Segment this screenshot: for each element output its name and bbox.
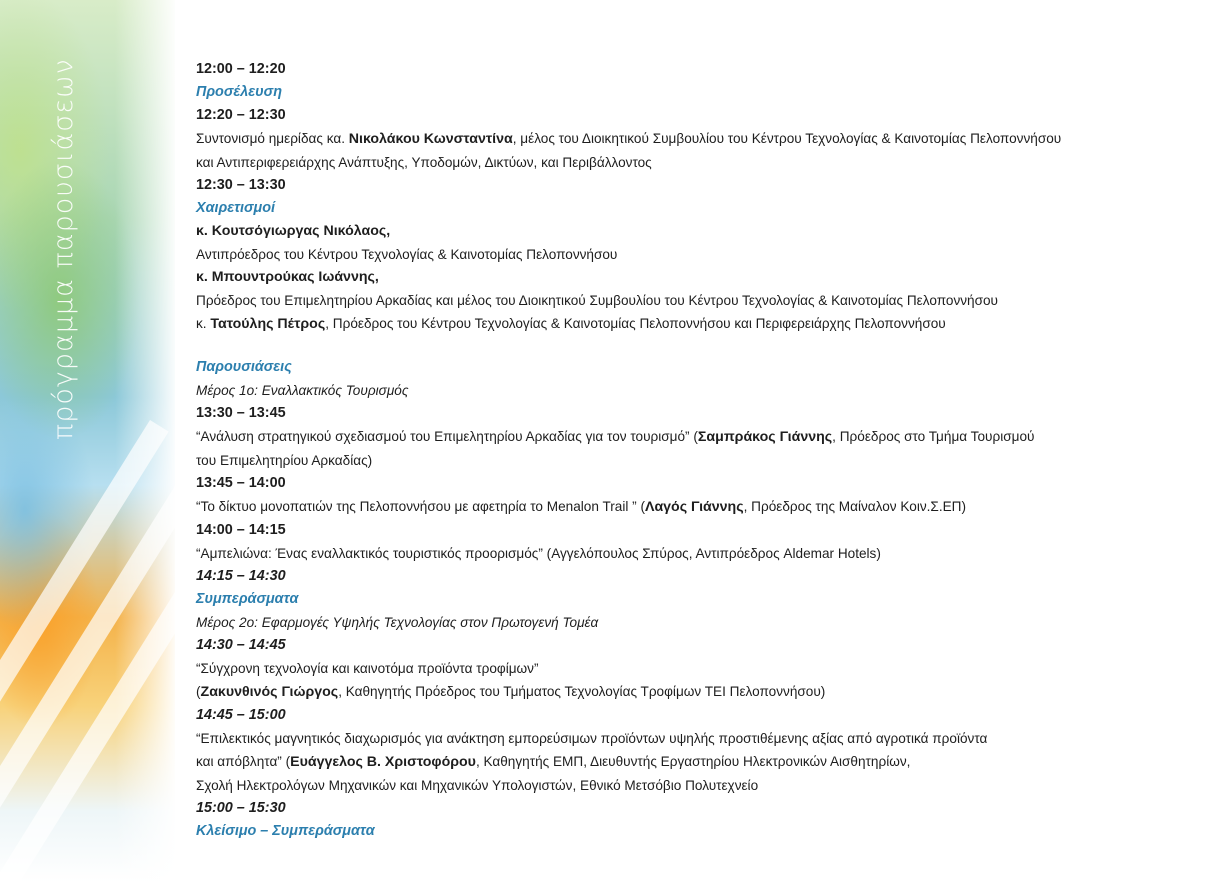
- program-text: “Ανάλυση στρατηγικού σχεδιασμού του Επιμελητηρίου Αρκαδίας για τον τουρισμό” (Σαμπράκος Γιάννης, Πρόεδρος στο Τμήμα Τουρισμού: [196, 429, 1035, 445]
- part-title: Μέρος 1ο: Εναλλακτικός Τουρισμός: [196, 383, 409, 398]
- section-heading: Χαιρετισμοί: [196, 200, 276, 216]
- speaker-name: Νικολάκου Κωνσταντίνα: [348, 131, 513, 147]
- time-slot: 14:00 – 14:15: [196, 522, 286, 538]
- program-text: του Επιμελητηρίου Αρκαδίας): [196, 453, 373, 468]
- program-text: “Αμπελιώνα: Ένας εναλλακτικός τουριστικός προορισμός” (Αγγελόπουλος Σπύρος, Αντιπρόεδρος Aldemar Hotels): [196, 546, 881, 561]
- part-title: Μέρος 2ο: Εφαρμογές Υψηλής Τεχνολογίας στον Πρωτογενή Τομέα: [196, 615, 599, 630]
- program-text: Συντονισμό ημερίδας κα. Νικολάκου Κωνσταντίνα, μέλος του Διοικητικού Συμβουλίου του Κέντρου Τεχνολογίας & Καινοτομίας Πελοποννήσου: [196, 131, 1062, 147]
- speaker-name: Ζακυνθινός Γιώργος: [200, 684, 339, 700]
- program-text: Σχολή Ηλεκτρολόγων Μηχανικών και Μηχανικών Υπολογιστών, Εθνικό Μετσόβιο Πολυτεχνείο: [196, 778, 759, 793]
- decorative-sidebar: [0, 0, 175, 882]
- time-slot: 13:45 – 14:00: [196, 475, 286, 491]
- speaker-name: κ. Κουτσόγιωργας Νικόλαος,: [196, 223, 391, 239]
- time-slot: 12:00 – 12:20: [196, 61, 286, 77]
- time-slot: 14:15 – 14:30: [196, 568, 286, 584]
- speaker-name: Λαγός Γιάννης: [644, 499, 744, 515]
- section-heading: Προσέλευση: [196, 84, 283, 100]
- program-text: κ. Τατούλης Πέτρος, Πρόεδρος του Κέντρου Τεχνολογίας & Καινοτομίας Πελοποννήσου και Περιφερειάρχης Πελοποννήσου: [196, 316, 946, 332]
- speaker-role: Αντιπρόεδρος του Κέντρου Τεχνολογίας & Καινοτομίας Πελοποννήσου: [196, 247, 618, 262]
- section-heading: Παρουσιάσεις: [196, 359, 292, 375]
- section-heading: Κλείσιμο – Συμπεράσματα: [196, 823, 375, 839]
- program-text: και Αντιπεριφερειάρχης Ανάπτυξης, Υποδομών, Δικτύων, και Περιβάλλοντος: [196, 155, 652, 170]
- speaker-name: κ. Μπουντρούκας Ιωάννης,: [196, 269, 379, 285]
- time-slot: 14:30 – 14:45: [196, 637, 286, 653]
- program-text: (Ζακυνθινός Γιώργος, Καθηγητής Πρόεδρος του Τμήματος Τεχνολογίας Τροφίμων ΤΕΙ Πελοποννήσου): [196, 684, 826, 700]
- sidebar-fade: [115, 0, 175, 882]
- speaker-name: Ευάγγελος Β. Χριστοφόρου: [290, 754, 476, 770]
- program-content: [196, 58, 1206, 843]
- program-text: “Σύγχρονη τεχνολογία και καινοτόμα προϊόντα τροφίμων”: [196, 661, 539, 676]
- time-slot: 12:20 – 12:30: [196, 107, 286, 123]
- program-text: “Επιλεκτικός μαγνητικός διαχωρισμός για ανάκτηση εμπορεύσιμων προϊόντων υψηλής προστιθέμενης αξίας από αγροτικά προϊόντα: [196, 731, 988, 746]
- vertical-title: πρόγραμμα παρουσιάσεων: [48, 58, 79, 440]
- time-slot: 15:00 – 15:30: [196, 800, 286, 816]
- speaker-name: Τατούλης Πέτρος: [210, 316, 326, 332]
- program-text: και απόβλητα” (Ευάγγελος Β. Χριστοφόρου, Καθηγητής ΕΜΠ, Διευθυντής Εργαστηρίου Ηλεκτρονικών Αισθητηρίων,: [196, 754, 911, 770]
- section-heading: Συμπεράσματα: [196, 591, 299, 607]
- program-text: “Το δίκτυο μονοπατιών της Πελοποννήσου με αφετηρία το Menalon Trail ” (Λαγός Γιάννης, Πρόεδρος της Μαίναλον Κοιν.Σ.ΕΠ): [196, 499, 967, 515]
- time-slot: 12:30 – 13:30: [196, 177, 286, 193]
- spacer: [196, 336, 1206, 356]
- speaker-role: Πρόεδρος του Επιμελητηρίου Αρκαδίας και μέλος του Διοικητικού Συμβουλίου του Κέντρου Τεχνολογίας & Καινοτομίας Πελοποννήσου: [196, 293, 998, 308]
- speaker-name: Σαμπράκος Γιάννης: [697, 429, 833, 445]
- time-slot: 13:30 – 13:45: [196, 405, 286, 421]
- time-slot: 14:45 – 15:00: [196, 707, 286, 723]
